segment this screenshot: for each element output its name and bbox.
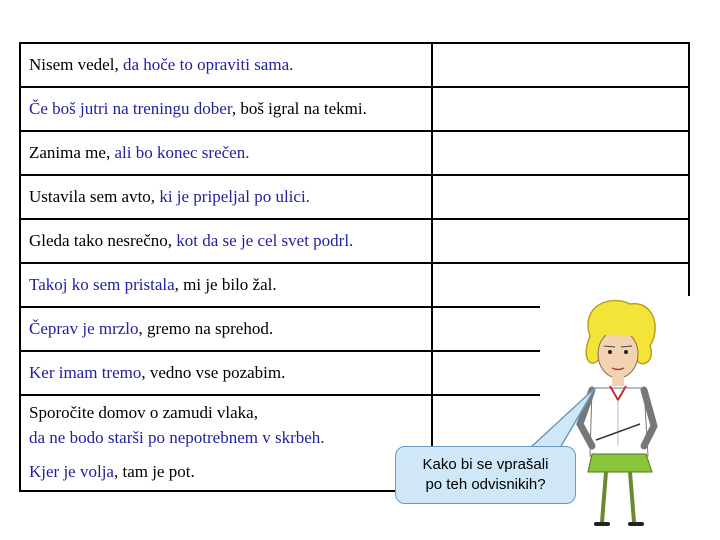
dependent-clause: ki je pripeljal po ulici. [159,186,310,206]
dependent-clause: da ne bodo starši po nepotrebnem v skrbeh. [29,427,325,447]
sentence-cell [20,351,432,395]
sentence-text: Nisem vedel, [29,54,123,74]
sentence-text: , tam je pot. [113,462,195,482]
answer-cell[interactable] [432,131,689,175]
table-row-3 [20,131,689,175]
dependent-clause: da hoče to opraviti sama. [122,54,294,74]
sentence-cell [20,263,432,307]
sentence-cell [20,307,432,351]
table-row-1 [20,43,689,87]
bubble-text: po teh odvisnikih? [425,476,546,493]
sentence-cell [20,131,432,175]
dependent-clause: ali bo konec srečen. [114,142,250,162]
speech-bubble [395,446,576,504]
sentence-text: Ustavila sem avto, [29,186,160,206]
dependent-clause: Če boš jutri na treningu dober [29,98,232,118]
sentence-text: Gleda tako nesrečno, [29,230,177,250]
answer-cell[interactable] [432,219,689,263]
sentence-cell [20,87,432,131]
sentence-cell [20,43,432,87]
dependent-clause: Ker imam tremo [29,362,142,382]
answer-cell[interactable] [432,87,689,131]
sentence-text: Sporočite domov o zamudi vlaka, [29,403,258,423]
table-row-2 [20,87,689,131]
dependent-clause: Takoj ko sem pristala [29,274,175,294]
sentence-text: , gremo na sprehod. [138,318,274,338]
sentence-text: , mi je bilo žal. [174,274,277,294]
table-row-4 [20,175,689,219]
sentence-cell [20,175,432,219]
sentence-text: , vedno vse pozabim. [141,362,286,382]
sentence-cell [20,219,432,263]
table-row-5 [20,219,689,263]
dependent-clause: Čeprav je mrzlo [29,318,139,338]
dependent-clause: Kjer je volja [29,462,114,482]
sentence-text: Zanima me, [29,142,115,162]
dependent-clause: kot da se je cel svet podrl. [176,230,354,250]
answer-cell[interactable] [432,175,689,219]
answer-cell[interactable] [432,43,689,87]
sentence-text: , boš igral na tekmi. [231,98,367,118]
bubble-text: Kako bi se vprašali [422,455,549,473]
sentence-cell [20,395,432,491]
